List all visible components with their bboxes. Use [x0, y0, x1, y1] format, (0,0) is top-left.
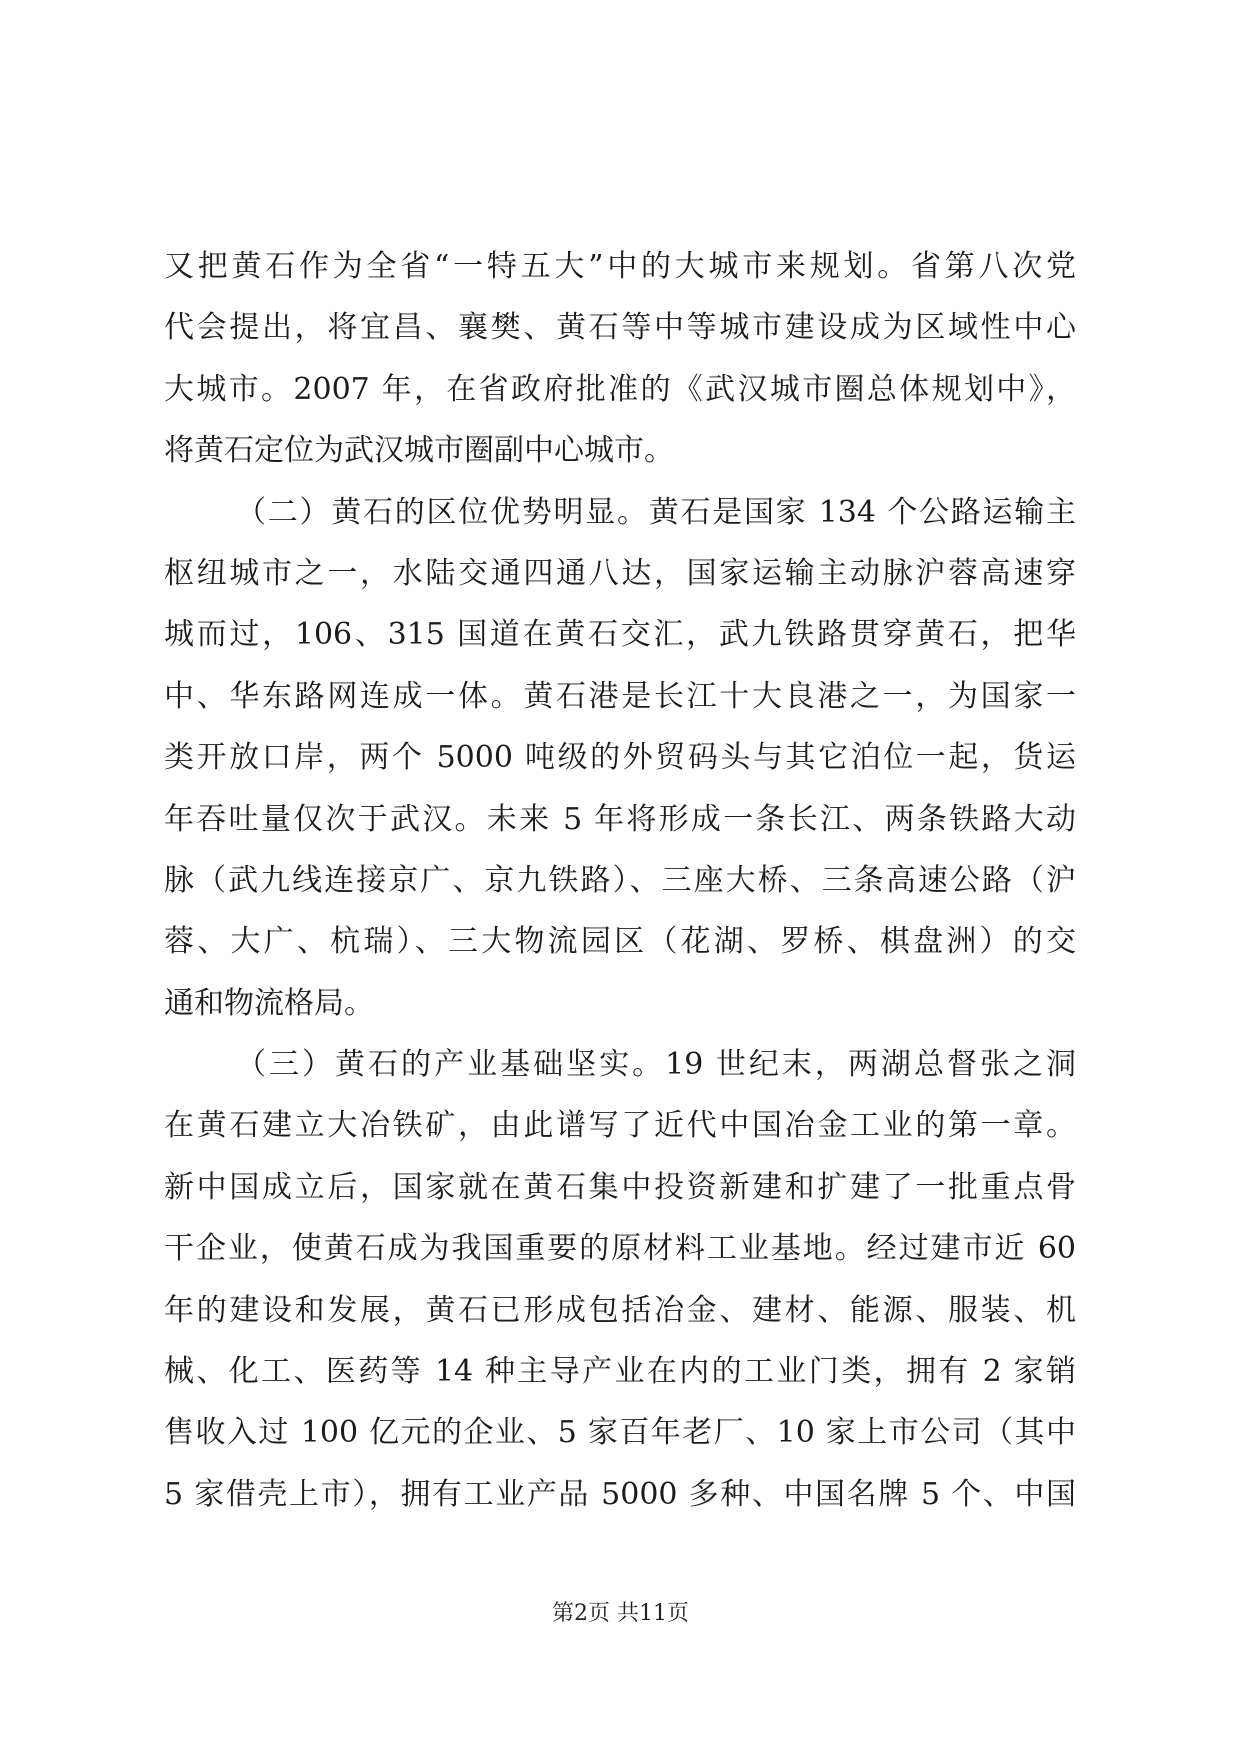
- text-line: 新中国成立后，国家就在黄石集中投资新建和扩建了一批重点骨: [164, 1169, 1076, 1205]
- text-line: 又把黄石作为全省“一特五大”中的大城市来规划。省第八次党: [164, 249, 1076, 284]
- text-line: 年的建设和发展，黄石已形成包括冶金、建材、能源、服装、机: [164, 1292, 1076, 1328]
- text-line: 通和物流格局。: [164, 985, 374, 1021]
- text-line: 干企业，使黄石成为我国重要的原材料工业基地。经过建市近 60: [164, 1231, 1076, 1267]
- text-line: （二）黄石的区位优势明显。黄石是国家 134 个公路运输主: [236, 494, 1076, 530]
- text-line: （三）黄石的产业基础坚实。19 世纪末，两湖总督张之洞: [236, 1047, 1076, 1083]
- text-line: 年吞吐量仅次于武汉。未来 5 年将形成一条长江、两条铁路大动: [164, 801, 1076, 837]
- page-number-footer: 第2页 共11页: [552, 1601, 689, 1626]
- text-line: 脉（武九线连接京广、京九铁路）、三座大桥、三条高速公路（沪: [164, 862, 1076, 898]
- text-line: 5 家借壳上市），拥有工业产品 5000 多种、中国名牌 5 个、中国: [164, 1476, 1076, 1512]
- text-line: 枢纽城市之一，水陆交通四通八达，国家运输主动脉沪蓉高速穿: [164, 555, 1076, 591]
- text-line: 类开放口岸，两个 5000 吨级的外贸码头与其它泊位一起，货运: [164, 740, 1076, 776]
- text-line: 蓉、大广、杭瑞）、三大物流园区（花湖、罗桥、棋盘洲）的交: [164, 924, 1076, 960]
- body-text: [164, 236, 1076, 1525]
- text-line: 在黄石建立大冶铁矿，由此谱写了近代中国冶金工业的第一章。: [164, 1108, 1076, 1144]
- text-line: 代会提出，将宜昌、襄樊、黄石等中等城市建设成为区域性中心: [164, 310, 1076, 346]
- text-line: 械、化工、医药等 14 种主导产业在内的工业门类，拥有 2 家销: [164, 1354, 1076, 1390]
- text-line: 售收入过 100 亿元的企业、5 家百年老厂、10 家上市公司（其中: [164, 1415, 1076, 1451]
- text-line: 大城市。2007 年，在省政府批准的《武汉城市圈总体规划中》，: [164, 371, 1076, 407]
- text-line: 城而过，106、315 国道在黄石交汇，武九铁路贯穿黄石，把华: [164, 617, 1076, 653]
- text-line: 中、华东路网连成一体。黄石港是长江十大良港之一，为国家一: [164, 678, 1076, 714]
- text-line: 将黄石定位为武汉城市圈副中心城市。: [164, 433, 674, 469]
